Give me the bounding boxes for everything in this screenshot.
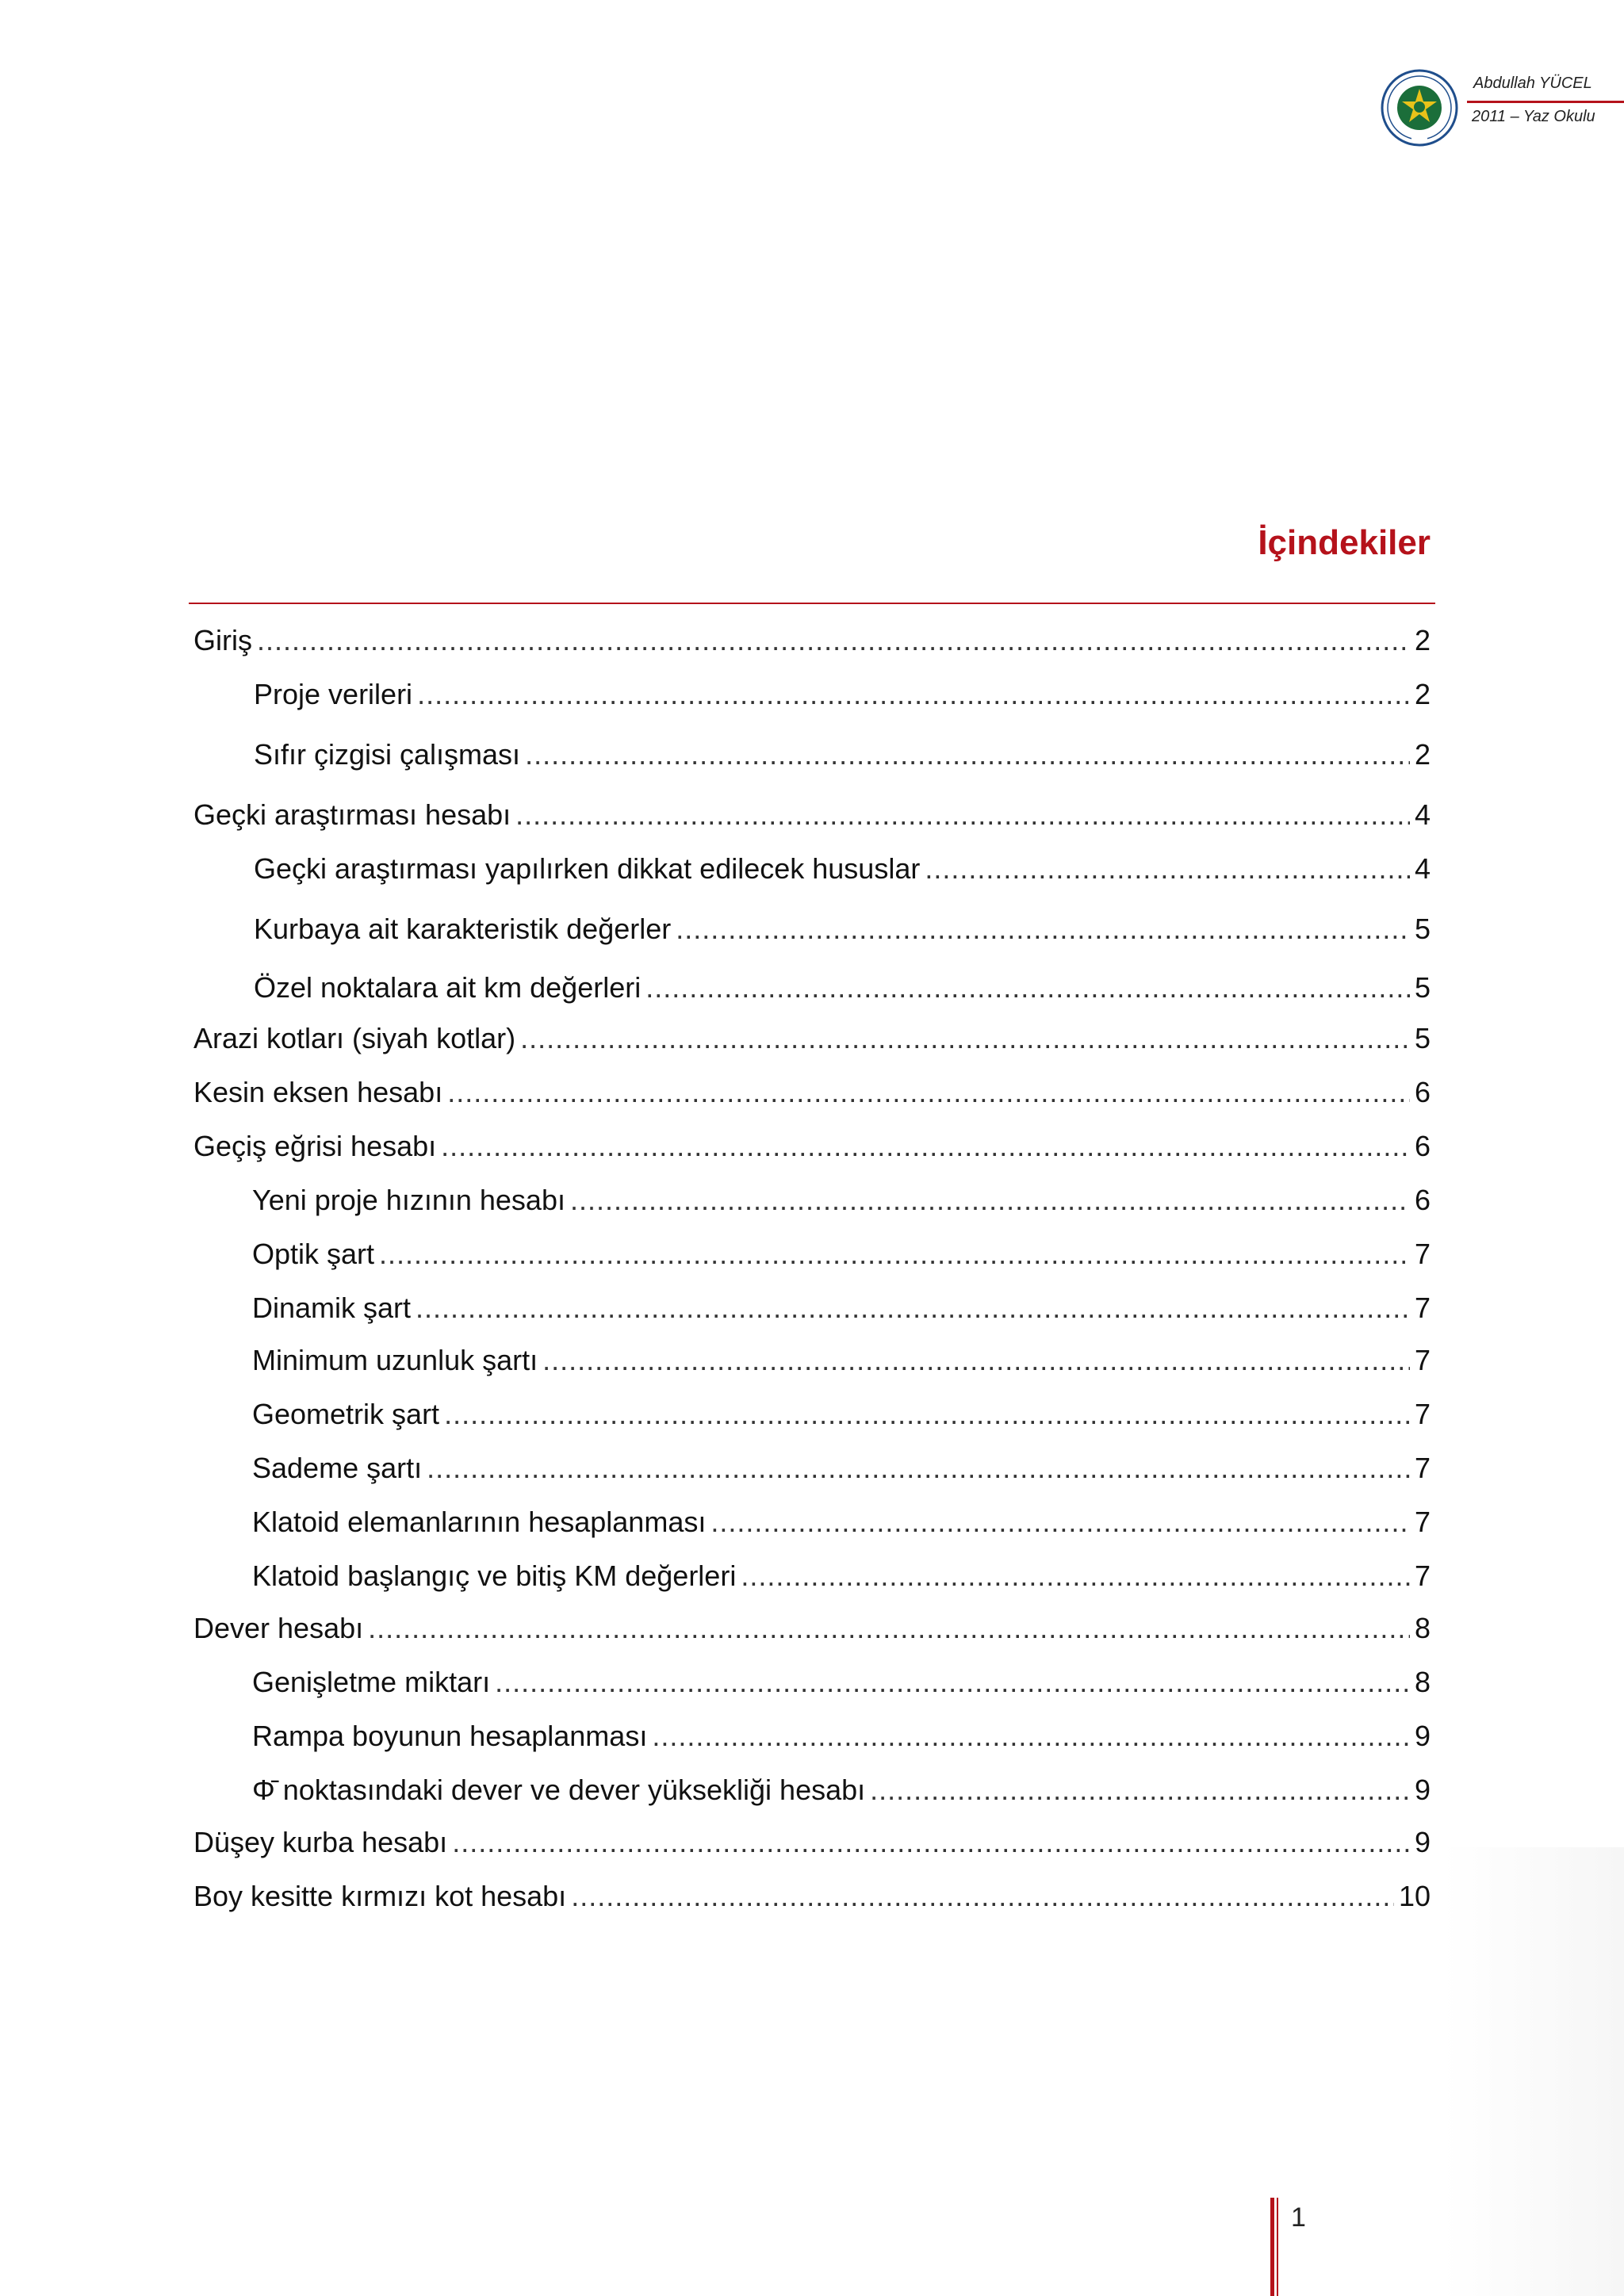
toc-entry-label: Klatoid başlangıç ve bitiş KM değerleri <box>252 1559 737 1592</box>
footer-bar <box>1270 2198 1274 2296</box>
toc-entry[interactable] <box>193 1129 1431 1164</box>
toc-entry-page: 7 <box>1414 1238 1431 1270</box>
toc-entry-label: Optik şart <box>252 1238 375 1270</box>
toc-entry-page: 7 <box>1414 1398 1431 1430</box>
toc-entry-label: Φ̄ noktasındaki dever ve dever yüksekliği hesabı <box>252 1774 866 1806</box>
toc-entry[interactable] <box>254 912 1431 947</box>
dot-leader <box>444 1397 1410 1432</box>
toc-entry-label: Yeni proje hızının hesabı <box>252 1184 565 1216</box>
toc-entry[interactable] <box>252 1505 1431 1540</box>
dot-leader <box>676 912 1410 947</box>
toc-entry-page: 9 <box>1414 1826 1431 1858</box>
toc-entry[interactable] <box>252 1291 1431 1326</box>
toc-entry-page: 7 <box>1414 1344 1431 1376</box>
toc-entry[interactable] <box>252 1451 1431 1486</box>
toc-entry-label: Boy kesitte kırmızı kot hesabı <box>193 1880 567 1912</box>
toc-entry-page: 2 <box>1414 624 1431 656</box>
dot-leader <box>542 1343 1410 1378</box>
dot-leader <box>368 1611 1410 1646</box>
header-divider <box>1467 101 1624 103</box>
dot-leader <box>495 1665 1410 1700</box>
toc-entry[interactable] <box>252 1719 1431 1754</box>
toc-entry[interactable] <box>254 737 1431 772</box>
toc-entry[interactable] <box>193 1879 1431 1914</box>
toc-entry-label: Proje verileri <box>254 678 413 710</box>
toc-entry[interactable] <box>193 1075 1431 1110</box>
toc-entry-page: 7 <box>1414 1559 1431 1592</box>
dot-leader <box>417 677 1410 712</box>
toc-entry[interactable] <box>193 623 1431 658</box>
toc-entry-page: 6 <box>1414 1130 1431 1162</box>
footer-bar-thin <box>1277 2198 1278 2296</box>
toc-entry-label: Özel noktalara ait km değerleri <box>254 971 642 1004</box>
toc-entry[interactable] <box>252 1183 1431 1218</box>
dot-leader <box>645 970 1410 1005</box>
toc-entry-label: Arazi kotları (siyah kotlar) <box>193 1022 516 1054</box>
toc-entry[interactable] <box>193 798 1431 832</box>
header-author: Abdullah YÜCEL <box>1473 75 1592 92</box>
toc-entry-label: Geçki araştırması hesabı <box>193 798 511 831</box>
dot-leader <box>447 1075 1410 1110</box>
dot-leader <box>515 798 1410 832</box>
dot-leader <box>427 1451 1410 1486</box>
toc-title: İçindekiler <box>1258 523 1431 562</box>
toc-entry[interactable] <box>252 1773 1431 1808</box>
dot-leader <box>416 1291 1410 1326</box>
toc-entry-page: 6 <box>1414 1076 1431 1108</box>
toc-entry-label: Sademe şartı <box>252 1452 423 1484</box>
dot-leader <box>452 1825 1410 1860</box>
toc-entry-page: 5 <box>1414 971 1431 1004</box>
toc-entry-page: 8 <box>1414 1666 1431 1698</box>
toc-entry-label: Dinamik şart <box>252 1292 412 1324</box>
toc-entry-label: Rampa boyunun hesaplanması <box>252 1720 648 1752</box>
toc-entry-page: 8 <box>1414 1612 1431 1644</box>
toc-entry[interactable] <box>252 1343 1431 1378</box>
dot-leader <box>520 1021 1410 1056</box>
page-number: 1 <box>1291 2202 1306 2233</box>
toc-entry-label: Genişletme miktarı <box>252 1666 491 1698</box>
toc-entry[interactable] <box>252 1559 1431 1594</box>
toc-entry-page: 5 <box>1414 1022 1431 1054</box>
page-edge-shade <box>1443 1847 1624 2296</box>
toc-entry-page: 4 <box>1414 852 1431 885</box>
toc-entry-label: Kurbaya ait karakteristik değerler <box>254 913 672 945</box>
toc-entry-label: Sıfır çizgisi çalışması <box>254 738 521 771</box>
toc-entry[interactable] <box>193 1825 1431 1860</box>
toc-entry-page: 2 <box>1414 738 1431 771</box>
toc-entry-page: 7 <box>1414 1292 1431 1324</box>
toc-entry-label: Kesin eksen hesabı <box>193 1076 443 1108</box>
dot-leader <box>925 851 1410 886</box>
toc-entry-page: 4 <box>1414 798 1431 831</box>
dot-leader <box>741 1559 1410 1594</box>
header-school-line: 2011 – Yaz Okulu <box>1472 108 1595 125</box>
dot-leader <box>710 1505 1410 1540</box>
toc-entry[interactable] <box>254 851 1431 886</box>
toc-entry-label: Geometrik şart <box>252 1398 440 1430</box>
toc-entry-page: 6 <box>1414 1184 1431 1216</box>
toc-entry[interactable] <box>254 970 1431 1005</box>
toc-divider <box>189 603 1435 604</box>
toc-entry-label: Minimum uzunluk şartı <box>252 1344 538 1376</box>
toc-entry[interactable] <box>252 1237 1431 1272</box>
dot-leader <box>379 1237 1410 1272</box>
toc-entry-label: Giriş <box>193 624 252 656</box>
toc-entry-page: 5 <box>1414 913 1431 945</box>
toc-entry-label: Düşey kurba hesabı <box>193 1826 448 1858</box>
dot-leader <box>870 1773 1410 1808</box>
toc-entry-page: 7 <box>1414 1452 1431 1484</box>
toc-entry[interactable] <box>252 1665 1431 1700</box>
toc-entry-label: Klatoid elemanlarının hesaplanması <box>252 1506 707 1538</box>
toc-entry-page: 9 <box>1414 1774 1431 1806</box>
toc-entry-label: Geçiş eğrisi hesabı <box>193 1130 437 1162</box>
toc-entry-page: 9 <box>1414 1720 1431 1752</box>
toc-entry[interactable] <box>254 677 1431 712</box>
toc-entry-page: 7 <box>1414 1506 1431 1538</box>
dot-leader <box>525 737 1410 772</box>
dot-leader <box>570 1183 1410 1218</box>
toc-entry[interactable] <box>193 1611 1431 1646</box>
toc-entry-label: Geçki araştırması yapılırken dikkat edilecek hususlar <box>254 852 921 885</box>
dot-leader <box>441 1129 1410 1164</box>
dot-leader <box>571 1879 1394 1914</box>
dot-leader <box>652 1719 1410 1754</box>
toc-entry-page: 2 <box>1414 678 1431 710</box>
dot-leader <box>257 623 1410 658</box>
toc-entry-page: 10 <box>1398 1880 1431 1912</box>
toc-entry[interactable] <box>193 1021 1431 1056</box>
toc-entry[interactable] <box>252 1397 1431 1432</box>
toc-entry-label: Dever hesabı <box>193 1612 364 1644</box>
university-seal-icon <box>1380 68 1459 147</box>
